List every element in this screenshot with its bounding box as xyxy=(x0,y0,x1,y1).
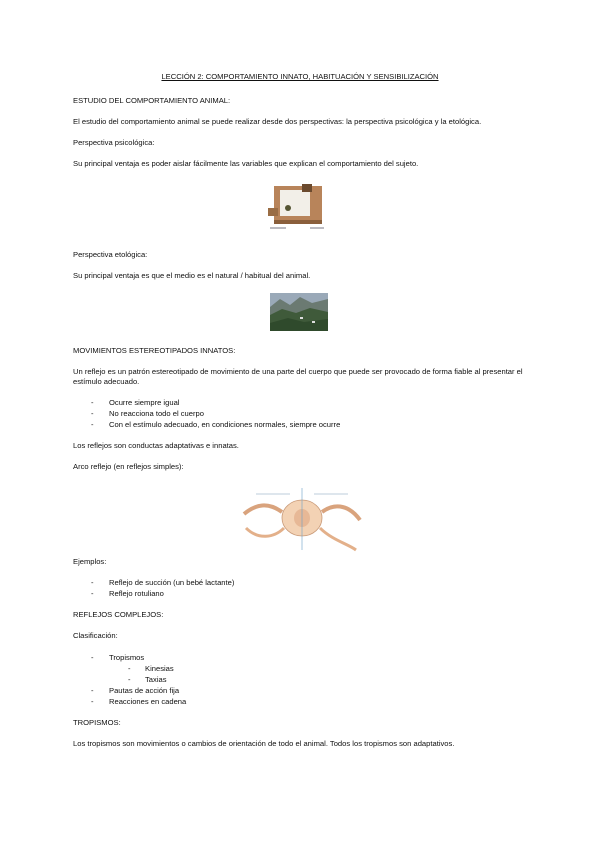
paragraph-psicologica: Su principal ventaja es poder aislar fácilmente las variables que explican el comportamiento del sujeto. xyxy=(73,159,419,168)
list-item: Reflejo rotuliano xyxy=(109,589,164,598)
reflex-arc-diagram xyxy=(236,484,368,556)
page-title: LECCIÓN 2: COMPORTAMIENTO INNATO, HABITUACIÓN Y SENSIBILIZACIÓN xyxy=(161,72,439,81)
paragraph-intro: El estudio del comportamiento animal se puede realizar desde dos perspectivas: la perspectiva psicológica y la etológica. xyxy=(73,117,482,126)
heading-perspectiva-psicologica: Perspectiva psicológica: xyxy=(73,138,155,147)
list-item: Tropismos xyxy=(109,653,145,662)
bullet-dash: - xyxy=(91,398,94,407)
bullet-dash: - xyxy=(91,697,94,706)
bullet-dash: - xyxy=(128,675,131,684)
list-item: Kinesias xyxy=(145,664,174,673)
section-heading-tropismos: TROPISMOS: xyxy=(73,718,121,727)
heading-clasificacion: Clasificación: xyxy=(73,631,118,640)
list-item: Taxias xyxy=(145,675,167,684)
paragraph-tropismos: Los tropismos son movimientos o cambios de orientación de todo el animal. Todos los tropismos son adaptativos. xyxy=(73,739,455,748)
list-item: Con el estímulo adecuado, en condiciones normales, siempre ocurre xyxy=(109,420,341,429)
list-item: Reacciones en cadena xyxy=(109,697,187,706)
bullet-dash: - xyxy=(128,664,131,673)
list-item: Ocurre siempre igual xyxy=(109,398,180,407)
bullet-dash: - xyxy=(91,653,94,662)
list-item: No reacciona todo el cuerpo xyxy=(109,409,204,418)
bullet-dash: - xyxy=(91,420,94,429)
list-item: Pautas de acción fija xyxy=(109,686,180,695)
paragraph-etologica: Su principal ventaja es que el medio es el natural / habitual del animal. xyxy=(73,271,311,280)
bullet-dash: - xyxy=(91,589,94,598)
list-item: Reflejo de succión (un bebé lactante) xyxy=(109,578,235,587)
landscape-image xyxy=(270,293,328,331)
paragraph-reflejo: Un reflejo es un patrón estereotipado de movimiento de una parte del cuerpo que puede ser provocado de forma fiable al presentar el estímulo adecuado. xyxy=(73,367,523,386)
bullet-dash: - xyxy=(91,578,94,587)
section-heading-reflejos-complejos: REFLEJOS COMPLEJOS: xyxy=(73,610,164,619)
heading-arco-reflejo: Arco reflejo (en reflejos simples): xyxy=(73,462,184,471)
bullet-dash: - xyxy=(91,686,94,695)
section-heading-movimientos: MOVIMIENTOS ESTEREOTIPADOS INNATOS: xyxy=(73,346,236,355)
section-heading-estudio: ESTUDIO DEL COMPORTAMIENTO ANIMAL: xyxy=(73,96,231,105)
heading-perspectiva-etologica: Perspectiva etológica: xyxy=(73,250,148,259)
paragraph-adaptativas: Los reflejos son conductas adaptativas e innatas. xyxy=(73,441,239,450)
heading-ejemplos: Ejemplos: xyxy=(73,557,107,566)
bullet-dash: - xyxy=(91,409,94,418)
skinner-box-image xyxy=(266,178,330,236)
